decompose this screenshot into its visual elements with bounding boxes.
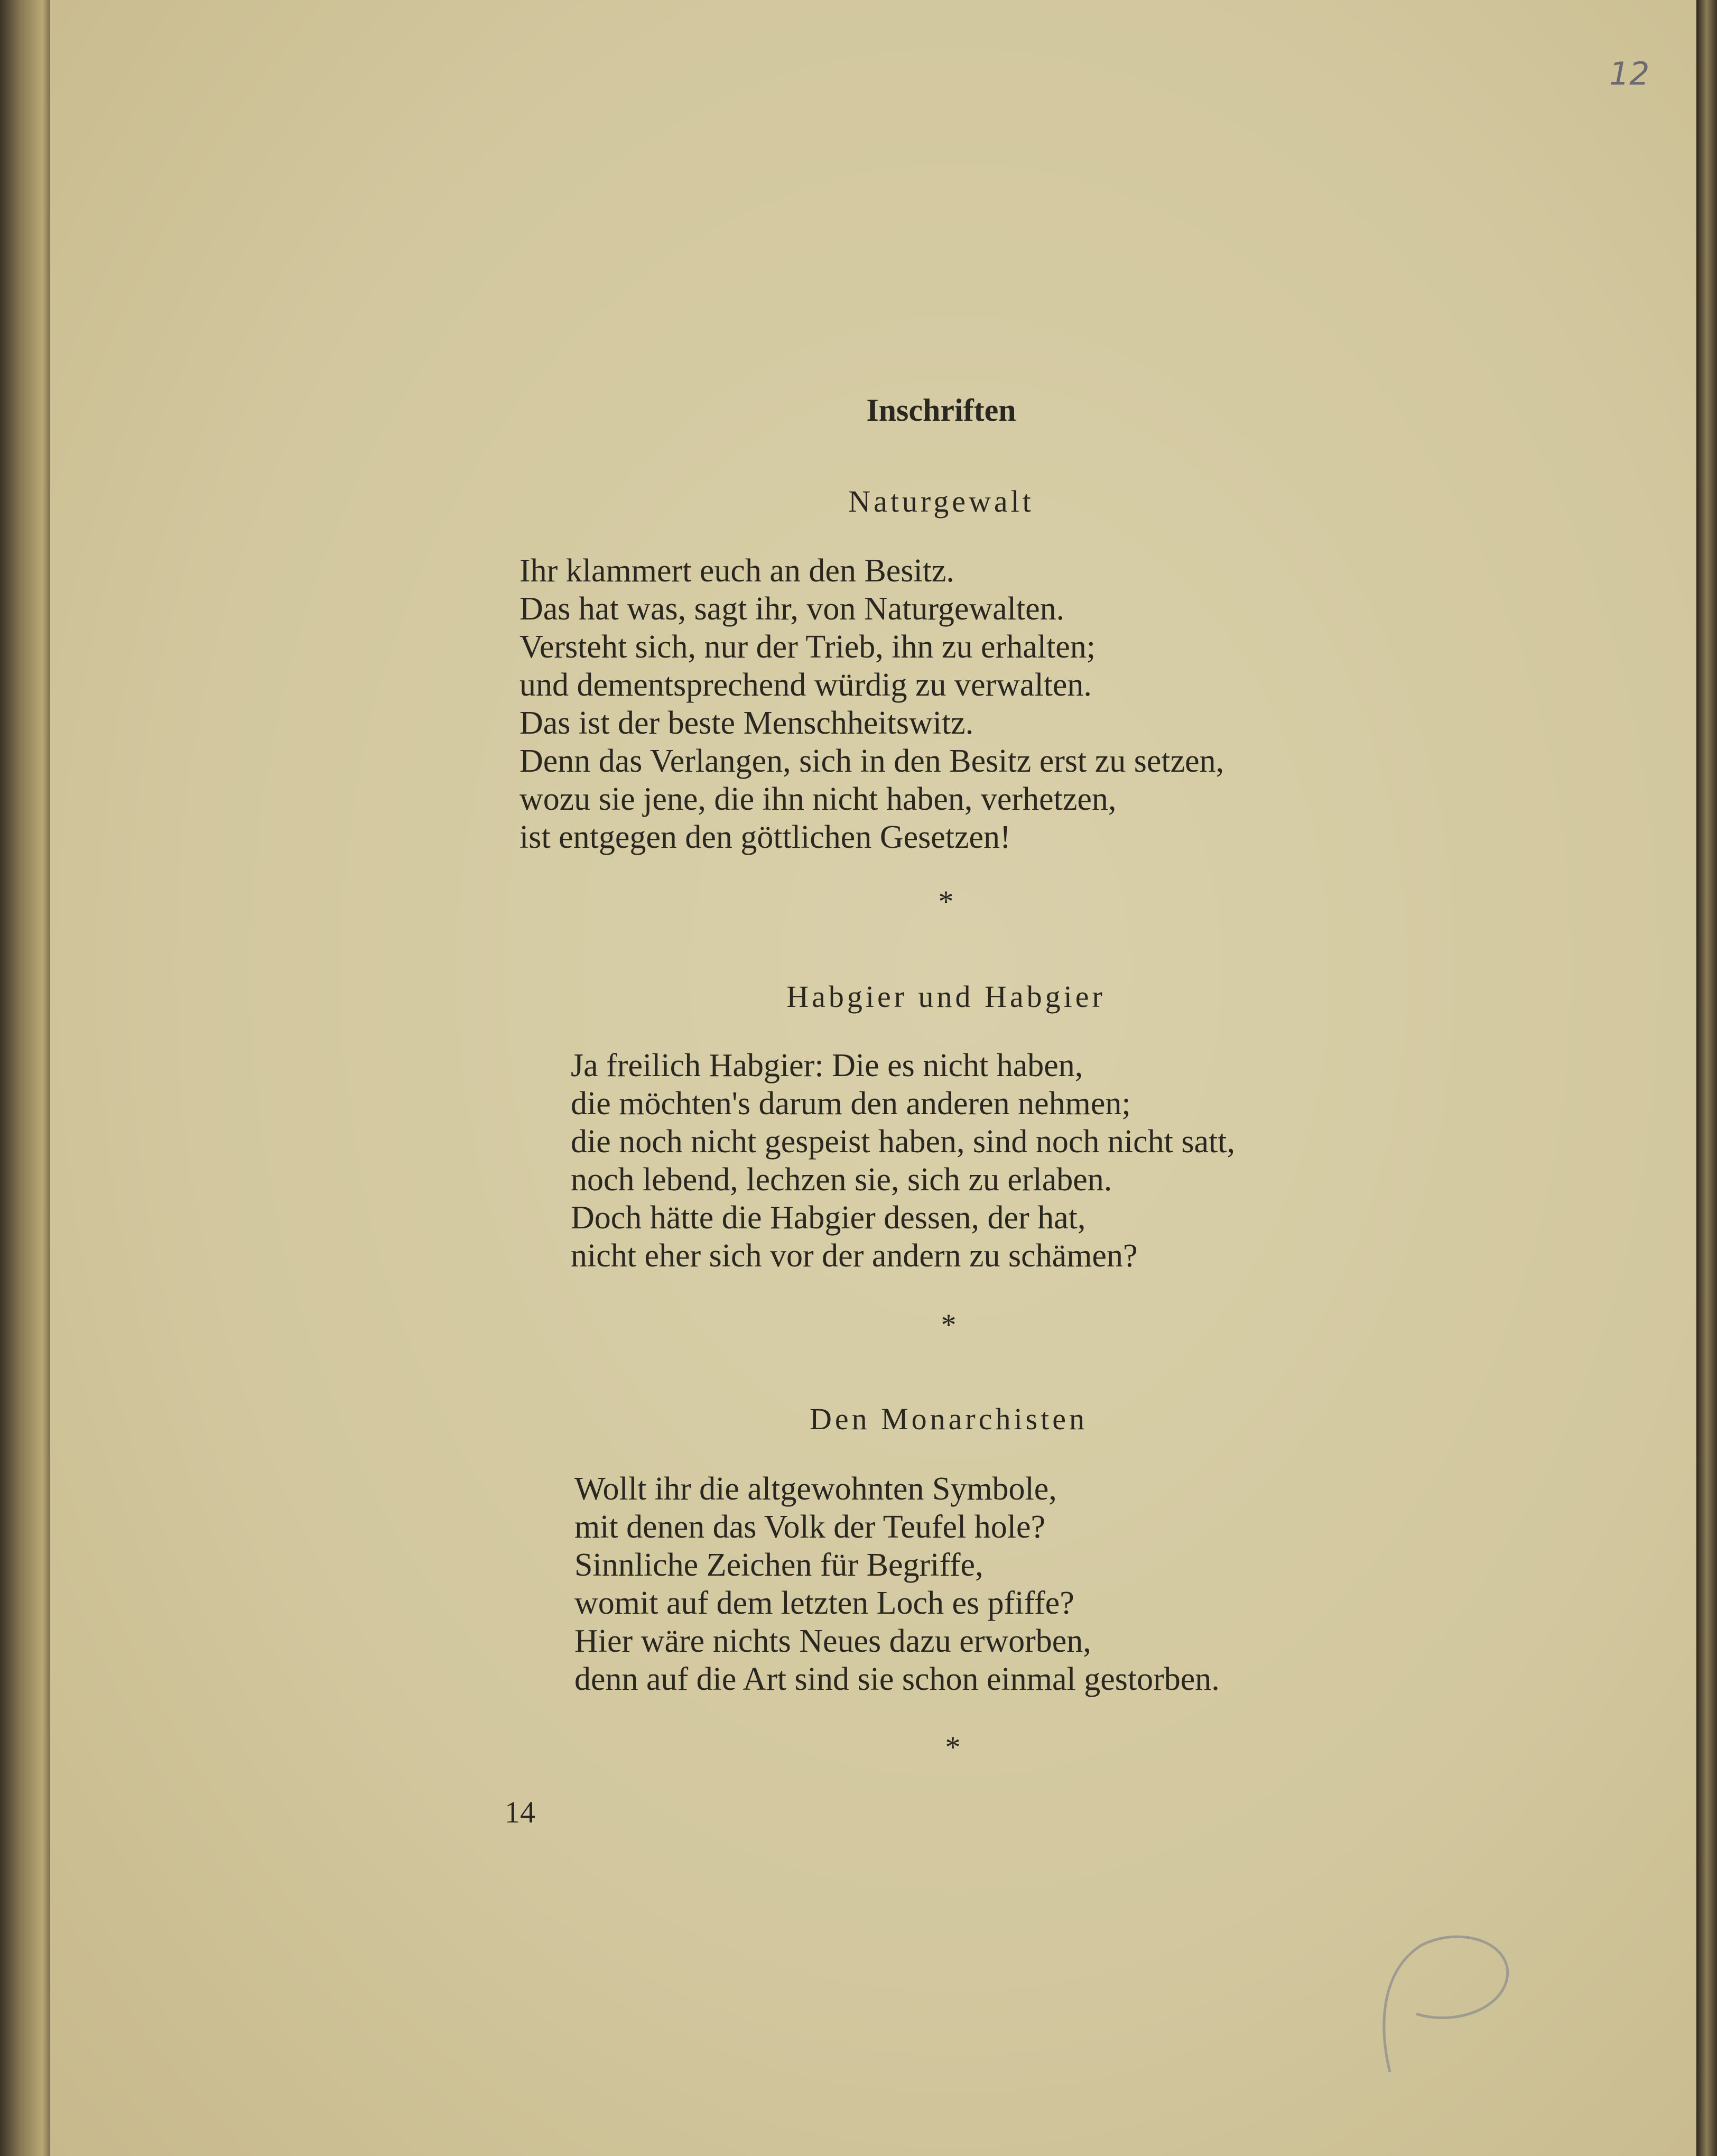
poem-line: Wollt ihr die altgewohnten Symbole, xyxy=(574,1471,1057,1507)
poem-line: Doch hätte die Habgier dessen, der hat, xyxy=(571,1200,1086,1236)
separator-asterisk: * xyxy=(945,1730,961,1764)
poem-title: Habgier und Habgier xyxy=(786,979,1106,1014)
poem-line: und dementsprechend würdig zu verwalten. xyxy=(519,667,1092,703)
poem-body xyxy=(571,1047,1235,1275)
poem-line: nicht eher sich vor der andern zu schämen? xyxy=(571,1238,1138,1274)
poem-title: Den Monarchisten xyxy=(809,1402,1088,1436)
poem-line: Versteht sich, nur der Trieb, ihn zu erhalten; xyxy=(519,629,1096,665)
adjacent-page-edge xyxy=(0,0,53,2156)
poem-line: denn auf die Art sind sie schon einmal gestorben. xyxy=(574,1661,1220,1697)
poem-line: Das hat was, sagt ihr, von Naturgewalten. xyxy=(519,591,1065,627)
poem-title: Naturgewalt xyxy=(848,484,1034,519)
poem-line: wozu sie jene, die ihn nicht haben, verhetzen, xyxy=(519,781,1117,817)
poem-line: die möchten's darum den anderen nehmen; xyxy=(571,1086,1131,1122)
poem-body xyxy=(574,1470,1220,1698)
pencil-loop-mark xyxy=(1358,1924,1527,2083)
poem-line: Ihr klammert euch an den Besitz. xyxy=(519,553,954,589)
poem-body xyxy=(519,552,1224,856)
poem-line: noch lebend, lechzen sie, sich zu erlaben. xyxy=(571,1162,1112,1198)
page-number: 14 xyxy=(505,1795,535,1829)
separator-asterisk: * xyxy=(941,1308,957,1342)
poem-line: womit auf dem letzten Loch es pfiffe? xyxy=(574,1585,1074,1621)
poem-line: Sinnliche Zeichen für Begriffe, xyxy=(574,1547,983,1583)
archive-page-number: 12 xyxy=(1609,55,1650,92)
poem-line: Hier wäre nichts Neues dazu erworben, xyxy=(574,1623,1091,1659)
poem-line: Das ist der beste Menschheitswitz. xyxy=(519,705,974,741)
poem-line: Ja freilich Habgier: Die es nicht haben, xyxy=(571,1048,1083,1084)
section-title: Inschriften xyxy=(866,393,1016,428)
poem-line: ist entgegen den göttlichen Gesetzen! xyxy=(519,819,1011,855)
poem-line: mit denen das Volk der Teufel hole? xyxy=(574,1509,1046,1545)
poem-line: die noch nicht gespeist haben, sind noch nicht satt, xyxy=(571,1124,1235,1160)
poem-line: Denn das Verlangen, sich in den Besitz erst zu setzen, xyxy=(519,743,1224,779)
page-edge-right xyxy=(1696,0,1717,2156)
separator-asterisk: * xyxy=(938,884,954,919)
